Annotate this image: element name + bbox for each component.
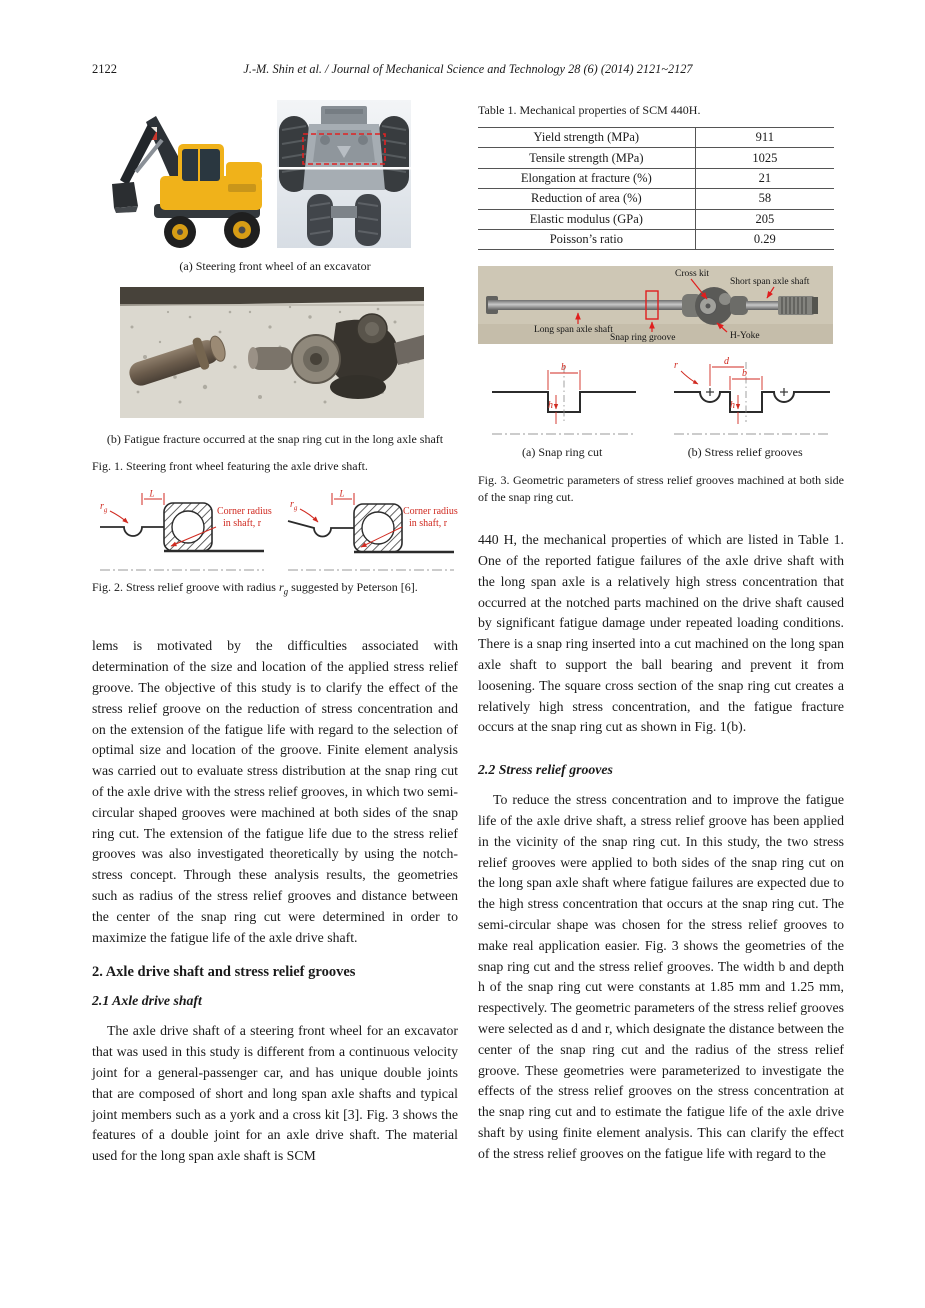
table-row: Poisson’s ratio 0.29 bbox=[478, 229, 834, 249]
svg-text:L: L bbox=[339, 488, 345, 499]
h-dim-label: h bbox=[548, 400, 553, 412]
undercarriage-photo bbox=[277, 100, 411, 248]
snap-ring-groove-label: Snap ring groove bbox=[610, 333, 676, 344]
h-yoke-label: H-Yoke bbox=[730, 331, 760, 342]
long-span-shaft bbox=[488, 300, 684, 310]
short-span-shaft bbox=[746, 301, 780, 310]
figure-1b-caption: (b) Fatigue fracture occurred at the snap ring cut in the long axle shaft bbox=[106, 432, 444, 446]
d-dim-label: d bbox=[724, 356, 729, 368]
figure-2-caption: Fig. 2. Stress relief groove with radius $r_g$ suggested by Peterson [6]. bbox=[92, 580, 418, 597]
svg-text:b: b bbox=[742, 368, 747, 380]
fig2-left-variant bbox=[100, 489, 272, 571]
figure-3-diagrams bbox=[478, 350, 844, 444]
figure-1-caption: Fig. 1. Steering front wheel featuring the axle drive shaft. bbox=[92, 459, 368, 473]
corner-radius-label: Corner radius bbox=[217, 506, 272, 517]
page-number: 2122 bbox=[92, 62, 117, 76]
svg-text:in shaft, r: in shaft, r bbox=[409, 518, 448, 529]
figure-3-caption: Fig. 3. Geometric parameters of stress relief grooves machined at both side of the snap ring cut. bbox=[478, 473, 844, 505]
right-paragraph-1: 440 H, the mechanical properties of which are listed in Table 1. One of the reported fatigue failures of the axle drive shaft with the long span axle is a relatively high stress concentration that occurred at the notched parts machined on the drive shaft caused by significant fatigue damage under repeated loading conditions. There is a snap ring inserted into a cut machined on the long span axle shaft to support the ball bearing and prevent it from loosening. The square cross section of the snap ring cut creates a relatively high stress concentration, and the fatigue fracture occurs at the snap ring cut as shown in Fig. 1(b). bbox=[478, 532, 844, 735]
L-dim-label: L bbox=[149, 488, 155, 499]
long-span-label: Long span axle shaft bbox=[534, 325, 613, 336]
b-dim-label: b bbox=[561, 362, 566, 374]
table-row: Elongation at fracture (%) 21 bbox=[478, 168, 834, 188]
right-column bbox=[478, 98, 844, 1165]
svg-text:rg: $r_g$ bbox=[290, 499, 298, 512]
section-2-heading: 2. Axle drive shaft and stress relief grooves bbox=[92, 964, 356, 981]
fracture-photo bbox=[120, 287, 424, 418]
running-title: J.-M. Shin et al. / Journal of Mechanical Science and Technology 28 (6) (2014) 2121~2127 bbox=[243, 62, 693, 76]
cross-kit-label: Cross kit bbox=[675, 269, 710, 280]
table-row: Elastic modulus (GPa) 205 bbox=[478, 209, 834, 229]
excavator-photo bbox=[102, 100, 270, 252]
right-paragraph-2: To reduce the stress concentration and to improve the fatigue life of the axle drive shaft, a stress relief groove has been applied in the vicinity of the snap ring cut. In this study, the two stress relief grooves were applied to both sides of the snap ring cut on the long span axle shaft where fatigue failures are expected due to the high stress concentration that occurs at the snap ring cut. The semi-circular shape was chosen for the stress relief grooves to make real application easier. Fig. 3 shows the geometries of the snap ring cut and the stress relief grooves. The width b and depth h of the snap ring cut were constants at 1.85 mm and 1.25 mm, respectively. The geometric parameters of the stress relief grooves were selected as d and r, which designate the distance between the center of the snap ring cut and the radius of the stress relief groove. These geometries were parameterized to investigate the effects of the stress relief grooves on the stress concentration at the snap ring cut and to estimate the fatigue life of the axle drive shaft by using finite element analysis. This can clarify the effect of the stress relief grooves on the fatigue life with regard to the bbox=[478, 792, 844, 1161]
axle-shaft-photo bbox=[478, 266, 833, 344]
figure-1a-caption: (a) Steering front wheel of an excavator bbox=[179, 259, 371, 273]
left-paragraph-2: The axle drive shaft of a steering front wheel for an excavator that was used in this study is different from a continuous velocity joint for a general-passenger car, and has unique double joints that are composed of short and long span axle shafts and typical joint members such as a york and a cross kit [3]. Fig. 3 shows the features of a double joint for an axle drive shaft. The material used for the long span axle shaft is SCM bbox=[92, 1023, 458, 1164]
svg-text:in shaft, r: in shaft, r bbox=[223, 518, 262, 529]
section-2-1-heading: 2.1 Axle drive shaft bbox=[92, 993, 202, 1009]
svg-text:Corner radius: Corner radius bbox=[403, 506, 458, 517]
r-dim-label: r bbox=[674, 360, 678, 372]
snap-ring-cut-diagram bbox=[492, 362, 636, 434]
figure-3-subcaptions bbox=[478, 445, 844, 460]
stress-relief-grooves-diagram bbox=[674, 356, 830, 434]
fig3b-caption: (b) Stress relief grooves bbox=[687, 445, 803, 460]
rg-label: r bbox=[100, 501, 104, 512]
svg-text:h: h bbox=[730, 400, 735, 412]
table-1 bbox=[478, 127, 834, 250]
figure-1b bbox=[120, 287, 458, 423]
svg-text:rg: $r_g$ bbox=[100, 501, 108, 514]
figure-2-diagram bbox=[92, 483, 458, 575]
left-column bbox=[92, 98, 458, 1167]
table-row: Reduction of area (%) 58 bbox=[478, 189, 834, 209]
left-paragraph-1: lems is motivated by the difficulties associated with determination of the size and location of the applied stress relief groove. The objective of this study is to clarify the effect of the stress relief groove on the reduction of stress concentration and on the extension of the fatigue life with regard to the selection of optimal size and location of the groove. Finite element analysis was carried out to evaluate stress distribution at the snap ring cut of the axle drive with the stress relief grooves, in which two semi-circular shaped grooves were machined at both sides of the snap ring cut. The extension of the fatigue life due to the stress relief grooves was also investigated theoretically by using the notch-stress concept. Through these analysis results, the geometries such as radius of the stress relief grooves and distance between the center of the snap ring cut were determined in order to maximize the fatigue life of the axle drive shaft. bbox=[92, 638, 458, 945]
table-1-caption: Table 1. Mechanical properties of SCM 440H. bbox=[478, 103, 701, 117]
fig3a-caption: (a) Snap ring cut bbox=[522, 445, 603, 460]
short-span-label: Short span axle shaft bbox=[730, 277, 810, 288]
table-row: Tensile strength (MPa) 1025 bbox=[478, 148, 834, 168]
fig2-right-variant bbox=[288, 489, 458, 571]
figure-1a bbox=[102, 100, 458, 252]
table-row: Yield strength (MPa) 911 bbox=[478, 128, 834, 148]
section-2-2-heading: 2.2 Stress relief grooves bbox=[478, 762, 613, 778]
